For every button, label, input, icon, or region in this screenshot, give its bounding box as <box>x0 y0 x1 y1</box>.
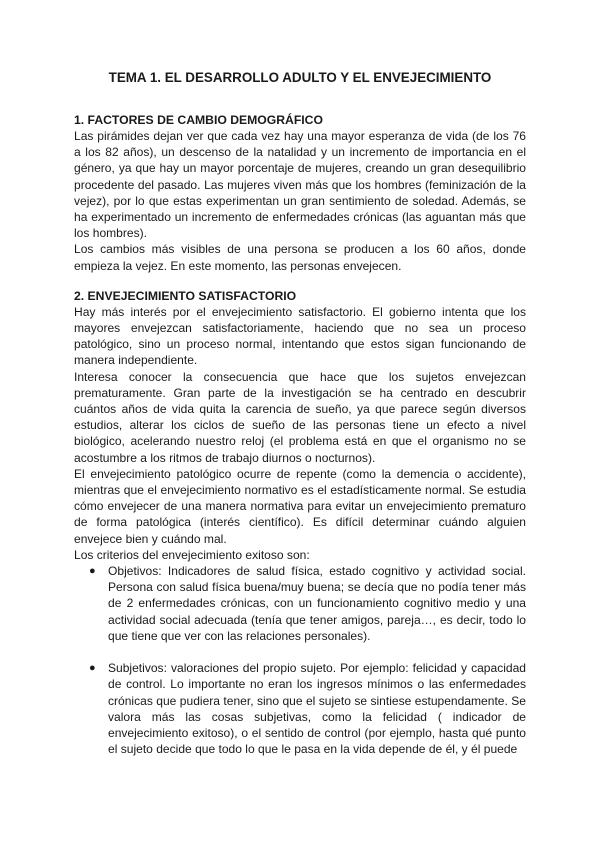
document-title: TEMA 1. EL DESARROLLO ADULTO Y EL ENVEJECIMIENTO <box>108 70 492 85</box>
list-item-subjective <box>89 660 526 757</box>
list-item-text: Subjetivos: valoraciones del propio sujeto. Por ejemplo: felicidad y capacidad de control. Lo importante no eran los ingresos mínimos o las enfermedades crónicas que pudiera tener, sino que el sujeto se sintiese estupendamente. Se valora más las cosas subjetivas, como la felicidad ( indicador de envejecimiento exitoso), o el sentido de control (por ejemplo, hasta qué punto el sujeto decide que todo lo que le pasa en la vida depende de él, y él puede <box>108 661 526 757</box>
list-item-objective <box>89 563 526 644</box>
bullet-icon: ● <box>89 565 96 578</box>
paragraph-demographic-2: Los cambios más visibles de una persona se producen a los 60 años, donde empieza la vejez. En este momento, las personas envejecen. <box>74 242 526 273</box>
document-page <box>74 68 526 757</box>
paragraph-aging-2: Interesa conocer la consecuencia que hace que los sujetos envejezcan prematuramente. Gran parte de la investigación se ha centrado en descubrir cuántos años de vida quita la carencia de sueño, ya que parece según diversos estudios, alterar los ciclos de sueño de las personas tiene un efecto a nivel biológico, acelerando nuestro reloj (el problema está en que el organismo no se acostumbre a los ritmos de trabajo diurnos o nocturnos). <box>74 369 526 465</box>
paragraph-aging-4: Los criterios del envejecimiento exitoso son: <box>74 547 310 562</box>
paragraph-demographic-1: Las pirámides dejan ver que cada vez hay una mayor esperanza de vida (de los 76 a los 82 años), un descenso de la natalidad y un incremento de importancia en el género, ya que hay un mayor porcentaje de mujeres, creando un gran desequilibrio procedente del pasado. Las mujeres viven más que los hombres (feminización de la vejez), por lo que estas experimentan un gran sentimiento de soledad. Además, se ha experimentado un incremento de enfermedades crónicas (las aguantan más que los hombres). <box>74 129 526 241</box>
bullet-icon: ● <box>89 662 96 675</box>
paragraph-aging-1: Hay más interés por el envejecimiento satisfactorio. El gobierno intenta que los mayores envejezcan satisfactoriamente, haciendo que no sea un proceso patológico, sino un proceso normal, intentando que estos sigan funcionando de manera independiente. <box>74 304 526 368</box>
list-item-text: Objetivos: Indicadores de salud física, estado cognitivo y actividad social. Persona con salud física buena/muy buena; se decía que no podía tener más de 2 enfermedades crónicas, con un funcionamiento cognitivo medio y una actividad social adecuada (tenía que tener amigos, pareja…, es decir, todo lo que tiene que ver con las relaciones personales). <box>108 564 526 643</box>
section-heading-successful-aging: 2. ENVEJECIMIENTO SATISFACTORIO <box>74 288 297 303</box>
section-heading-demographic-change: 1. FACTORES DE CAMBIO DEMOGRÁFICO <box>74 113 323 127</box>
paragraph-aging-3: El envejecimiento patológico ocurre de repente (como la demencia o accidente), mientras que el envejecimiento normativo es el estadísticamente normal. Se estudia cómo envejecer de una manera normativa para evitar un envejecimiento prematuro de forma patológica (interés científico). Es difícil determinar cuándo alguien envejece bien y cuándo mal. <box>74 466 526 546</box>
criteria-list <box>74 563 526 757</box>
